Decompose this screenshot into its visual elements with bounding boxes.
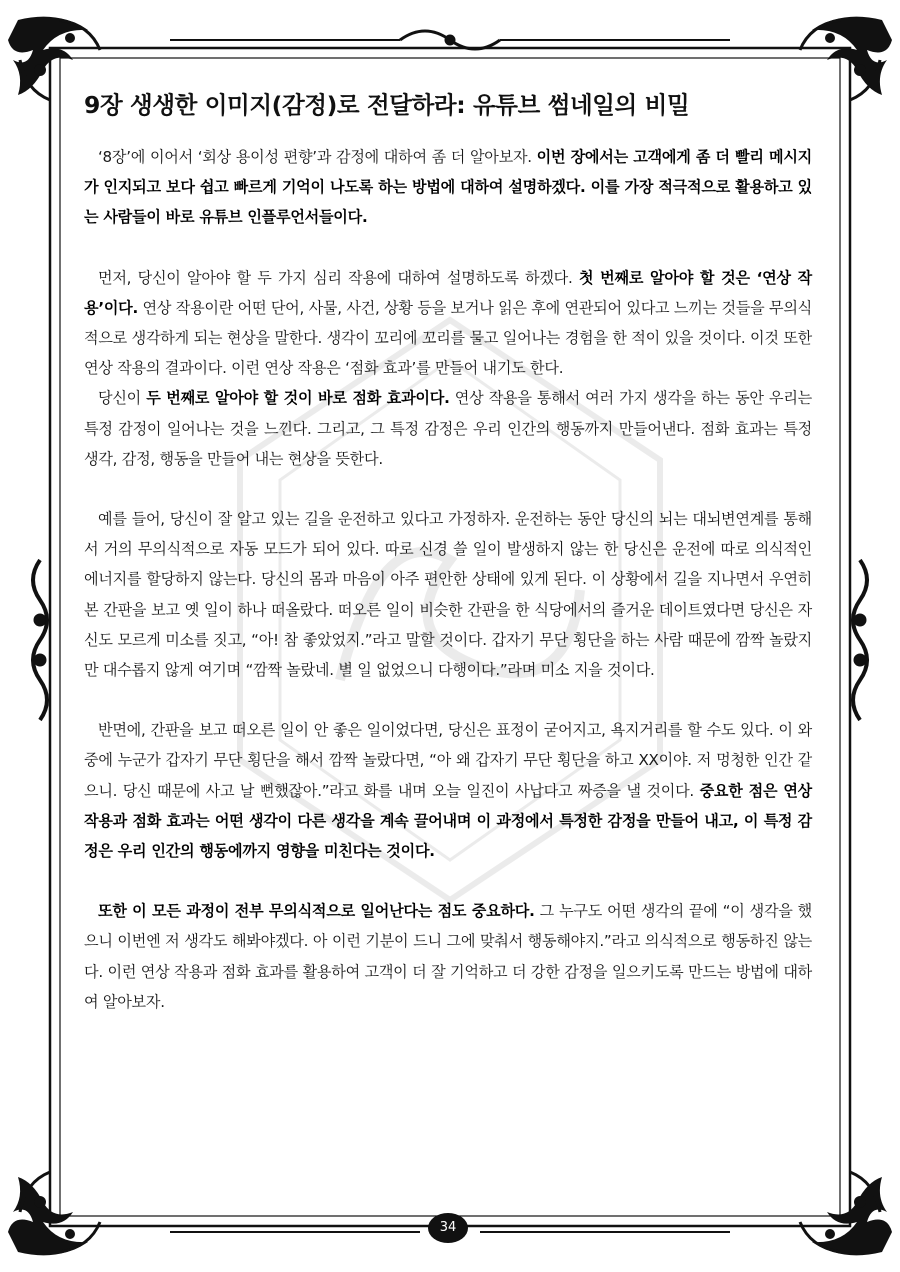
paragraph-3 [84,383,812,474]
paragraph-2 [84,263,812,384]
paragraph-6 [84,896,812,1017]
paragraph-text: 연상 작용이란 어떤 단어, 사물, 사건, 상황 등을 보거나 읽은 후에 연관되어 있다고 느끼는 것들을 무의식적으로 생각하게 되는 현상을 말한다. 생각이 꼬리에 꼬리를 물고 일어나는 경험을 한 적이 있을 것이다. 이것 또한 연상 작용의 결과이다. 이런 연상 작용은 ‘점화 효과’를 만들어 내기도 한다. [84,298,812,378]
paragraph-text: 먼저, 당신이 알아야 할 두 가지 심리 작용에 대하여 설명하도록 하겠다. [98,268,579,287]
page-number-badge: 34 [428,1213,468,1243]
paragraph-bold-text: 두 번째로 알아야 할 것이 바로 점화 효과이다. [146,389,450,408]
chapter-title: 9장 생생한 이미지(감정)로 전달하라: 유튜브 썸네일의 비밀 [84,91,690,119]
paragraph-bold-text: 또한 이 모든 과정이 전부 무의식적으로 일어난다는 점도 중요하다. [98,902,535,921]
paragraph-bold-text: 첫 번째로 알아야 할 것은 ‘연상 작용’이다. [84,268,813,317]
paragraph-text: 반면에, 간판을 보고 떠오른 일이 안 좋은 일이었다면, 당신은 표정이 굳어지고, 욕지거리를 할 수도 있다. 이 와중에 누군가 갑자기 무단 횡단을 해서 깜짝 놀랐다면, “아 왜 갑자기 무단 횡단을 하고 XX이야. 저 멍청한 인간 같으니. 당신 때문에 사고 날 뻔했잖아.”라고 화를 내며 오늘 일진이 사납다고 짜증을 낼 것이다. [84,721,812,800]
top-flourish-icon [170,31,730,49]
paragraph-5 [84,715,812,866]
paragraph-bold-text: 이번 장에서는 고객에게 좀 더 빨리 메시지가 인지되고 보다 쉽고 빠르게 기억이 나도록 하는 방법에 대하여 설명하겠다. 이를 가장 적극적으로 활용하고 있는 사람들이 바로 유튜브 인플루언서들이다. [84,148,812,227]
paragraph-4 [84,504,812,685]
paragraph-1 [84,142,812,233]
paragraph-text: 예를 들어, 당신이 잘 알고 있는 길을 운전하고 있다고 가정하자. 운전하는 동안 당신의 뇌는 대뇌변연계를 통해서 거의 무의식적으로 자동 모드가 되어 있다. 따로 신경 쓸 일이 발생하지 않는 한 당신은 운전에 따로 의식적인 에너지를 할당하지 않는다. 당신의 몸과 마음이 아주 편안한 상태에 있게 된다. 이 상황에서 길을 지나면서 우연히 본 간판을 보고 옛 일이 하나 떠올랐다. 떠오른 일이 비슷한 간판을 한 식당에서의 즐거운 데이트였다면 당신은 자신도 모르게 미소를 짓고, “아! 참 좋았었지.”라고 말할 것이다. 갑자기 무단 횡단을 하는 사람 때문에 깜짝 놀랐지만 대수롭지 않게 여기며 “깜짝 놀랐네. 별 일 없었으니 다행이다.”라며 미소 지을 것이다. [84,510,812,680]
corner-ornament-bottom-left-icon [8,1172,100,1255]
paragraph-bold-text: 중요한 점은 연상 작용과 점화 효과는 어떤 생각이 다른 생각을 계속 끌어내며 이 과정에서 특정한 감정을 만들어 내고, 이 특정 감정은 우리 인간의 행동에까지 영향을 미친다는 것이다. [84,781,812,861]
paragraph-text: ‘8장’에 이어서 ‘회상 용이성 편향’과 감정에 대하여 좀 더 알아보자. [98,148,537,166]
side-ornament-right-icon [853,560,867,720]
paragraph-text: 그 누구도 어떤 생각의 끝에 “이 생각을 했으니 이번엔 저 생각도 해봐야겠다. 아 이런 기분이 드니 그에 맞춰서 행동해야지.”라고 의식적으로 행동하진 않는다. 이런 연상 작용과 점화 효과를 활용하여 고객이 더 잘 기억하고 더 강한 감정을 일으키도록 만드는 방법에 대하여 알아보자. [84,902,813,1011]
paragraph-text: 연상 작용을 통해서 여러 가지 생각을 하는 동안 우리는 특정 감정이 일어나는 것을 느낀다. 그리고, 그 특정 감정은 우리 인간의 행동까지 만들어낸다. 점화 효과는 특정 생각, 감정, 행동을 만들어 내는 현상을 뜻한다. [84,389,812,468]
side-ornament-left-icon [33,560,47,720]
page-content [84,86,812,1017]
corner-ornament-bottom-right-icon [800,1172,892,1255]
paragraph-text: 당신이 [98,389,147,408]
